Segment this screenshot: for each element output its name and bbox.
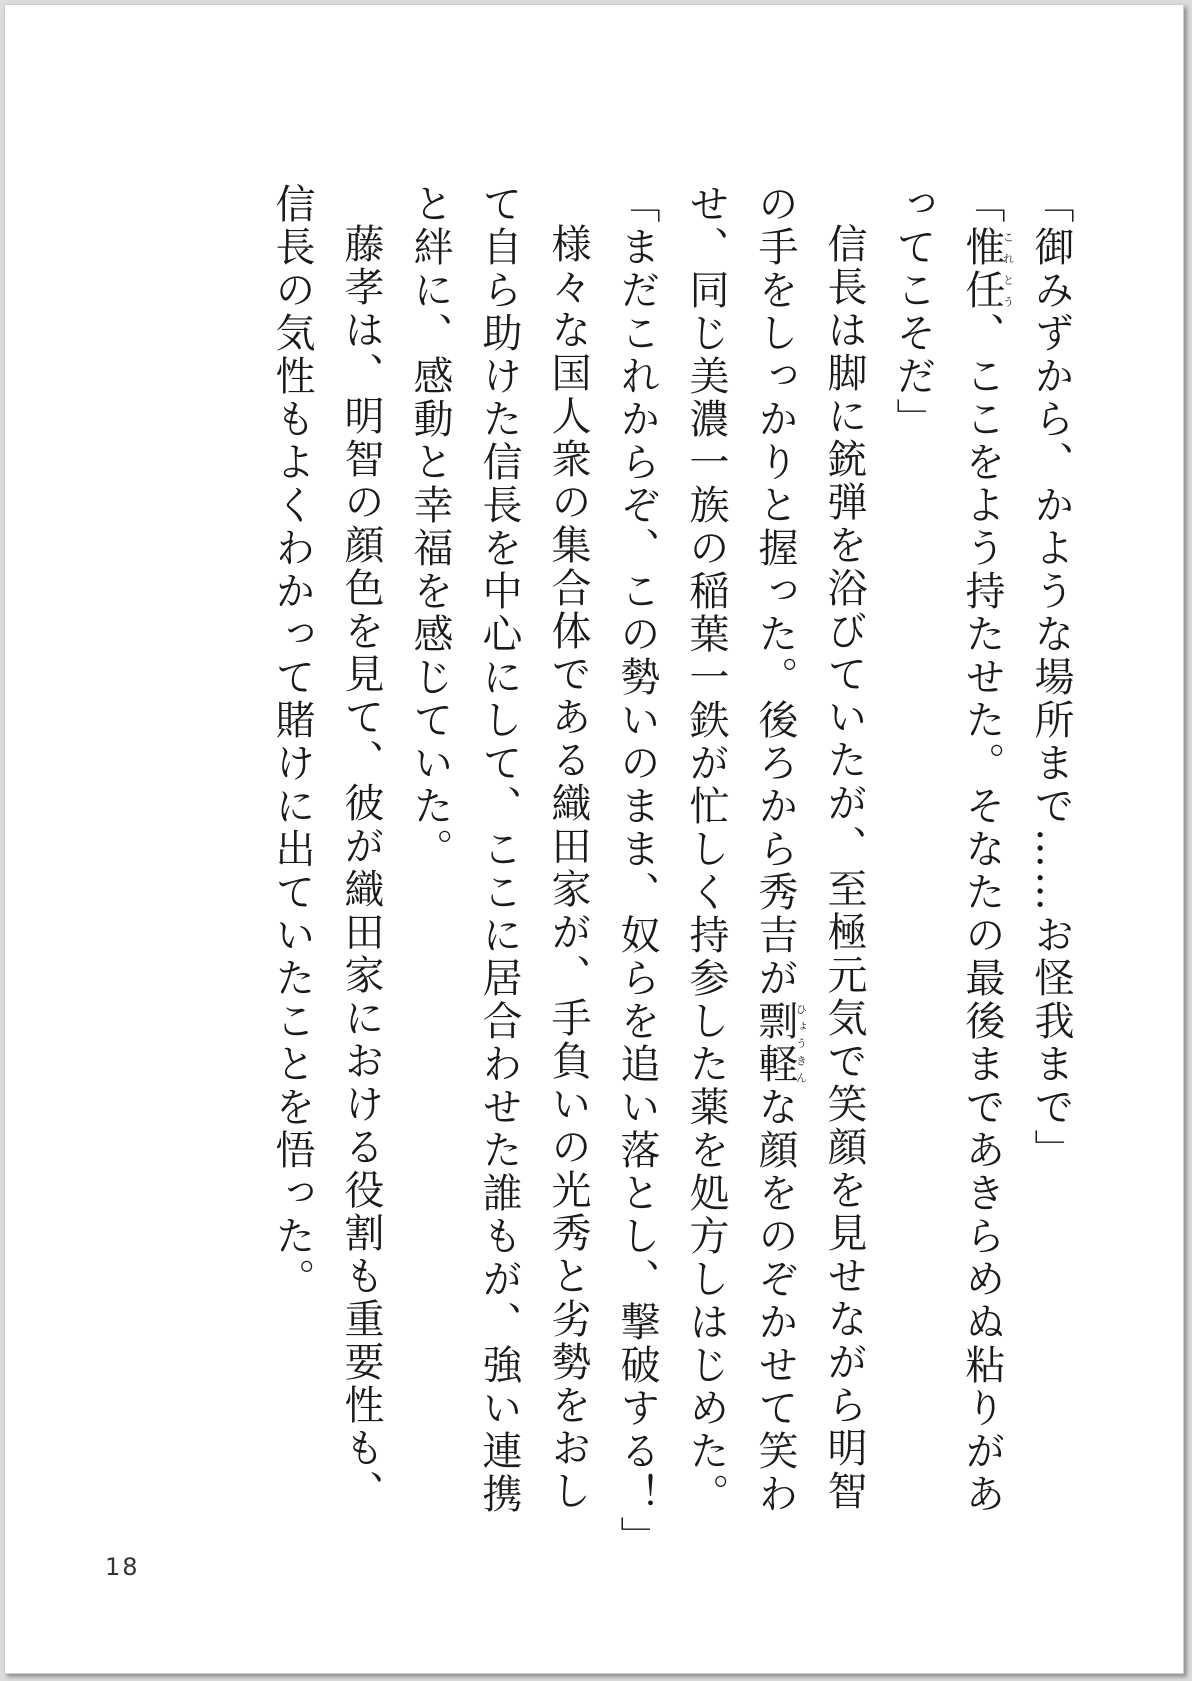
- narrative-paragraph-1: [671, 183, 878, 1543]
- ruby-annotation: [752, 1000, 808, 1086]
- ruby-reading: ひょうきん: [794, 1000, 808, 1086]
- ruby-base: 剽軽: [752, 1000, 798, 1086]
- ruby-reading: これとう: [1001, 226, 1015, 312]
- dialogue-paragraph-1: 「御みずから、かような場所まで……お怪我まで」: [1028, 183, 1074, 1172]
- ruby-base: 惟任: [959, 226, 1005, 312]
- page-number: 18: [105, 1553, 140, 1581]
- text-segment: 「: [959, 183, 1005, 226]
- text-segment: 、ここをよう持たせた。そなたの最後まであきらめぬ粘りがあってこそだ」: [890, 183, 1005, 1516]
- ruby-annotation: [959, 226, 1015, 312]
- narrative-paragraph-3: 藤孝は、明智の顔色を見て、彼が織田家における役割も重要性も、信長の気性もよくわかって賭けに出ていたことを悟った。: [269, 183, 384, 1513]
- text-segment: な顔をのぞかせて笑わせ、同じ美濃一族の稲葉一鉄が忙しく持参した薬を処方しはじめた。: [683, 183, 798, 1516]
- vertical-text-body: [257, 183, 1085, 1559]
- text-segment: 信長は脚に銃弾を浴びていたが、至極元気で笑顔を見せながら明智の手をしっかりと握った。後ろから秀吉が: [752, 183, 867, 1513]
- narrative-paragraph-2: 様々な国人衆の集合体である織田家が、手負いの光秀と劣勢をおして自ら助けた信長を中心にして、ここに居合わせた誰もが、強い連携と絆に、感動と幸福を感じていた。: [407, 183, 591, 1516]
- dialogue-paragraph-2: [878, 183, 1016, 1543]
- book-page: [4, 4, 1184, 1674]
- dialogue-paragraph-3: 「まだこれからぞ、この勢いのまま、奴らを追い落とし、撃破する！」: [614, 183, 660, 1559]
